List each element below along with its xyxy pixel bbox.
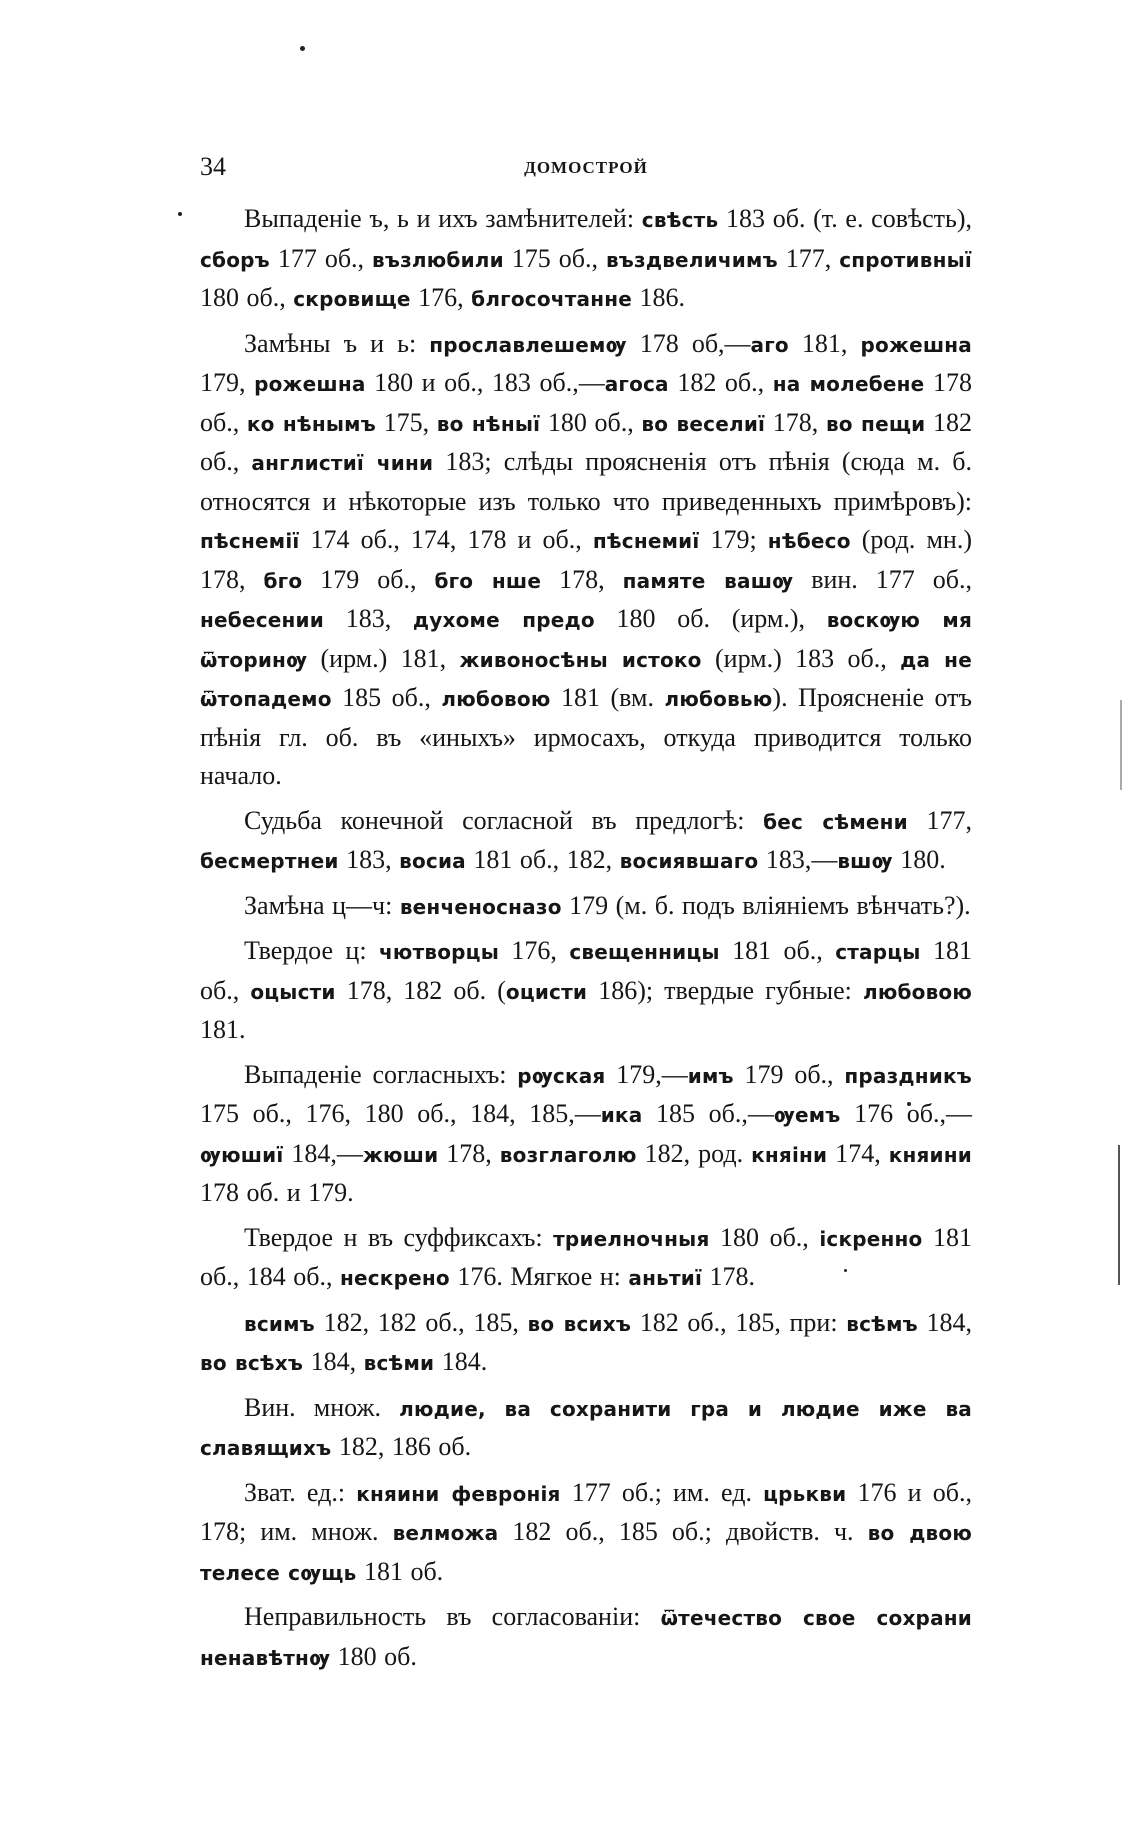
text-run: Вин. множ. [244,1392,400,1422]
text-run: 180 об., [709,1222,820,1252]
slavonic-citation: блгосочтанне [471,287,632,311]
slavonic-citation: оцисти [505,979,588,1004]
text-run: (ирм.) 183 об., [701,643,901,673]
slavonic-citation: рожешна [254,372,366,396]
page-header [200,152,972,186]
paragraph [200,1219,972,1298]
slavonic-citation: рожешна [860,332,972,357]
text-run: 177, [907,805,973,835]
text-run: 182, 186 об. [331,1432,472,1461]
ink-speck [300,46,305,51]
slavonic-citation: велможа [392,1521,499,1545]
slavonic-citation: княіни [751,1142,828,1167]
slavonic-citation: бго [263,568,303,593]
text-run: 180 об. (ирм.), [594,604,827,633]
slavonic-citation: англистиї чини [251,451,434,475]
text-run: Замѣна ц—ч: [244,890,400,920]
ink-speck [178,212,182,216]
slavonic-citation: ика [600,1103,643,1127]
text-run: Твердое ц: [244,936,379,965]
slavonic-citation: бесмертнеи [200,849,339,873]
slavonic-citation: оцысти [250,979,336,1004]
text-run: 182, род. [636,1138,752,1168]
text-run: 179 об., [302,564,435,594]
text-run: 181 об. [356,1556,444,1586]
text-run: 186. [632,283,685,312]
slavonic-citation: любовою [862,979,973,1004]
slavonic-citation: да не ѿтопадемо [200,647,972,711]
slavonic-citation: венченосназо [399,894,562,919]
slavonic-citation: свещенницы [569,940,720,964]
text-run: 183,— [758,845,838,874]
text-run: 182 об., 185 об.; двойств. ч. [498,1517,868,1546]
slavonic-citation: въздвеличимъ [605,247,778,272]
slavonic-citation: людие, ва сохранити гра и людие иже ва славящихъ [200,1396,973,1460]
slavonic-citation: ко нѣнымъ [246,411,376,436]
text-run: 178, [765,407,826,437]
slavonic-citation: агоса [604,372,669,396]
text-run: 184,— [283,1138,363,1168]
slavonic-citation: на молебене [772,372,925,396]
text-run: 175 об., 176, 180 об., 184, 185,— [200,1099,601,1128]
slavonic-citation: восиявшаго [619,849,759,873]
slavonic-citation: ѹемъ [773,1103,841,1127]
slavonic-citation: во всихъ [527,1311,632,1336]
slavonic-citation: свѣсть [641,208,719,232]
text-run: ). Проясненіе отъ пѣнія гл. об. въ «иныхъ» ирмосахъ, откуда приводится только начало. [200,683,972,790]
slavonic-citation: во веселиї [641,411,766,436]
text-run: 181, [788,328,861,358]
text-run: Замѣны ъ и ь: [244,328,430,358]
text-run: 175, [375,407,437,437]
text-run: 174 об., 174, 178 и об., [299,525,593,554]
margin-mark [1118,1145,1120,1285]
slavonic-citation: духоме предо [412,608,595,632]
text-run: 179,— [605,1059,688,1089]
slavonic-citation: чютворцы [379,940,499,964]
slavonic-citation: сборъ [200,247,270,272]
paragraph [200,1598,972,1677]
text-run: 181 (вм. [550,683,665,712]
slavonic-citation: іскренно [819,1226,923,1251]
text-run: (род. мн.) 178, [200,525,972,594]
text-run: 176. Мягкое н: [449,1262,629,1291]
text-run: (ирм.) 181, [307,643,460,673]
text-run: 176 об.,— [840,1099,972,1128]
text-run: Судьба конечной согласной въ предлогѣ: [244,805,764,835]
text-run: 177 об., [269,243,372,273]
paragraph [200,1056,972,1213]
paragraph [200,932,972,1050]
slavonic-citation: возглаголю [499,1142,637,1167]
slavonic-citation: памяте вашѹ [622,568,794,593]
text-run: Зват. ед.: [244,1477,357,1507]
slavonic-citation: пѣснемії [200,529,300,553]
text-run: 180. [892,845,946,874]
margin-mark [1120,700,1122,790]
text-run: 184, [917,1307,973,1337]
slavonic-citation: спротивныї [839,247,972,272]
slavonic-citation: княини февронія [356,1481,561,1506]
slavonic-citation: княини [888,1142,972,1167]
slavonic-citation: бес сѣмени [763,809,908,834]
running-title: ДОМОСТРОЙ [524,158,648,177]
slavonic-citation: небесении [200,608,324,632]
text-run: 184. [434,1347,488,1376]
text-run: 180 об., [200,283,294,312]
text-run: 177 об.; им. ед. [560,1477,764,1507]
slavonic-citation: любовою [441,687,551,711]
text-run: 178. [702,1262,756,1291]
slavonic-citation: вшѹ [837,849,893,873]
text-run: 183 об. (т. е. совѣсть), [718,204,973,233]
slavonic-citation: рѹская [517,1063,606,1088]
text-run: 178 об., [200,368,972,437]
text-run: 185 об.,— [642,1099,774,1128]
slavonic-citation: възлюбили [372,247,504,272]
slavonic-citation: во двою телесе сѹщь [200,1521,972,1585]
text-run: 179 (м. б. подъ вліяніемъ вѣнчать?). [561,890,971,920]
text-run: 179; [699,525,768,554]
text-run: 184, [303,1347,364,1376]
paragraph [200,1389,972,1468]
text-run: 177, [777,243,840,273]
slavonic-citation: восиа [399,849,466,873]
slavonic-citation: аньтиї [628,1266,703,1290]
slavonic-citation: скровище [293,287,411,311]
text-run: 181 об., 184 об., [200,1222,973,1291]
text-run: 178, [541,564,623,594]
text-run: 176, [499,936,570,965]
text-run: 182 об., [200,407,973,476]
slavonic-citation: пѣснемиї [592,529,700,553]
text-run: 181 об., [719,936,836,965]
text-run: 186); твердые губные: [587,975,863,1005]
slavonic-citation: воскѹю мя ѿторинѹ [200,608,973,672]
paragraph [200,1304,972,1383]
slavonic-citation: ѿтечество свое сохрани ненавѣтнѹ [200,1606,973,1670]
text-run: 182 об., [668,368,773,397]
text-run: 180 об. [330,1641,417,1671]
slavonic-citation: праздникъ [844,1063,972,1088]
slavonic-citation: аго [750,332,789,357]
slavonic-citation: любовью [664,687,773,711]
page-number: 34 [200,152,226,181]
text-run: 183, [338,845,400,874]
text-run: вин. 177 об., [793,564,973,594]
slavonic-citation: всѣмъ [846,1311,918,1336]
slavonic-citation: жюши [362,1142,439,1167]
slavonic-citation: ѹюшиї [200,1142,284,1167]
slavonic-citation: всимъ [244,1311,315,1336]
text-run: 175 об., [503,243,606,273]
paragraph [200,325,972,796]
slavonic-citation: во пещи [825,411,926,436]
slavonic-citation: имъ [687,1063,734,1088]
paragraph [200,1474,972,1593]
text-run: 179 об., [733,1059,845,1089]
paragraph [200,802,972,881]
text-run: Выпаденіе согласныхъ: [244,1059,518,1089]
text-run: 178 об. и 179. [200,1178,354,1207]
text-run: 185 об., [331,683,442,712]
text-run: 180 об., [540,407,642,437]
body-text [200,200,972,1683]
slavonic-citation: бго нше [434,568,542,593]
slavonic-citation: нескрено [339,1266,450,1290]
slavonic-citation: всѣми [363,1351,435,1375]
text-run: 183; слѣды проясненія отъ пѣнія (сюда м. б. относятся и нѣкоторые изъ только что приведенныхъ примѣровъ): [200,447,972,516]
text-run: 178 об,— [626,328,751,358]
text-run: 181. [200,1015,246,1044]
text-run: 182 об., 185, при: [631,1307,847,1337]
slavonic-citation: старцы [835,940,921,964]
slavonic-citation: во всѣхъ [200,1351,304,1375]
slavonic-citation: прославлешемѹ [429,332,627,357]
text-run: 181 об., [200,936,973,1005]
paragraph [200,200,972,319]
text-run: 176, [410,283,472,312]
slavonic-citation: во нѣныї [436,411,541,436]
slavonic-citation: живоносѣны истоко [459,647,702,672]
text-run: 180 и об., 183 об.,— [365,368,605,397]
slavonic-citation: црькви [763,1481,847,1506]
text-run: Твердое н въ суффиксахъ: [244,1222,554,1252]
text-run: 174, [827,1138,889,1168]
text-run: 181 об., 182, [465,845,620,874]
text-run: 178, 182 об. ( [335,975,506,1005]
slavonic-citation: нѣбесо [767,529,851,553]
text-run: Неправильность въ согласованіи: [244,1602,661,1631]
text-run: 182, 182 об., 185, [314,1307,528,1337]
text-run: 183, [323,604,413,633]
paragraph [200,887,972,927]
text-run: 178, [438,1138,500,1168]
text-run: 179, [200,368,255,397]
text-run: 176 и об., 178; им. множ. [200,1477,972,1546]
text-run: Выпаденіе ъ, ь и ихъ замѣнителей: [244,204,642,233]
slavonic-citation: триелночныя [553,1226,710,1251]
